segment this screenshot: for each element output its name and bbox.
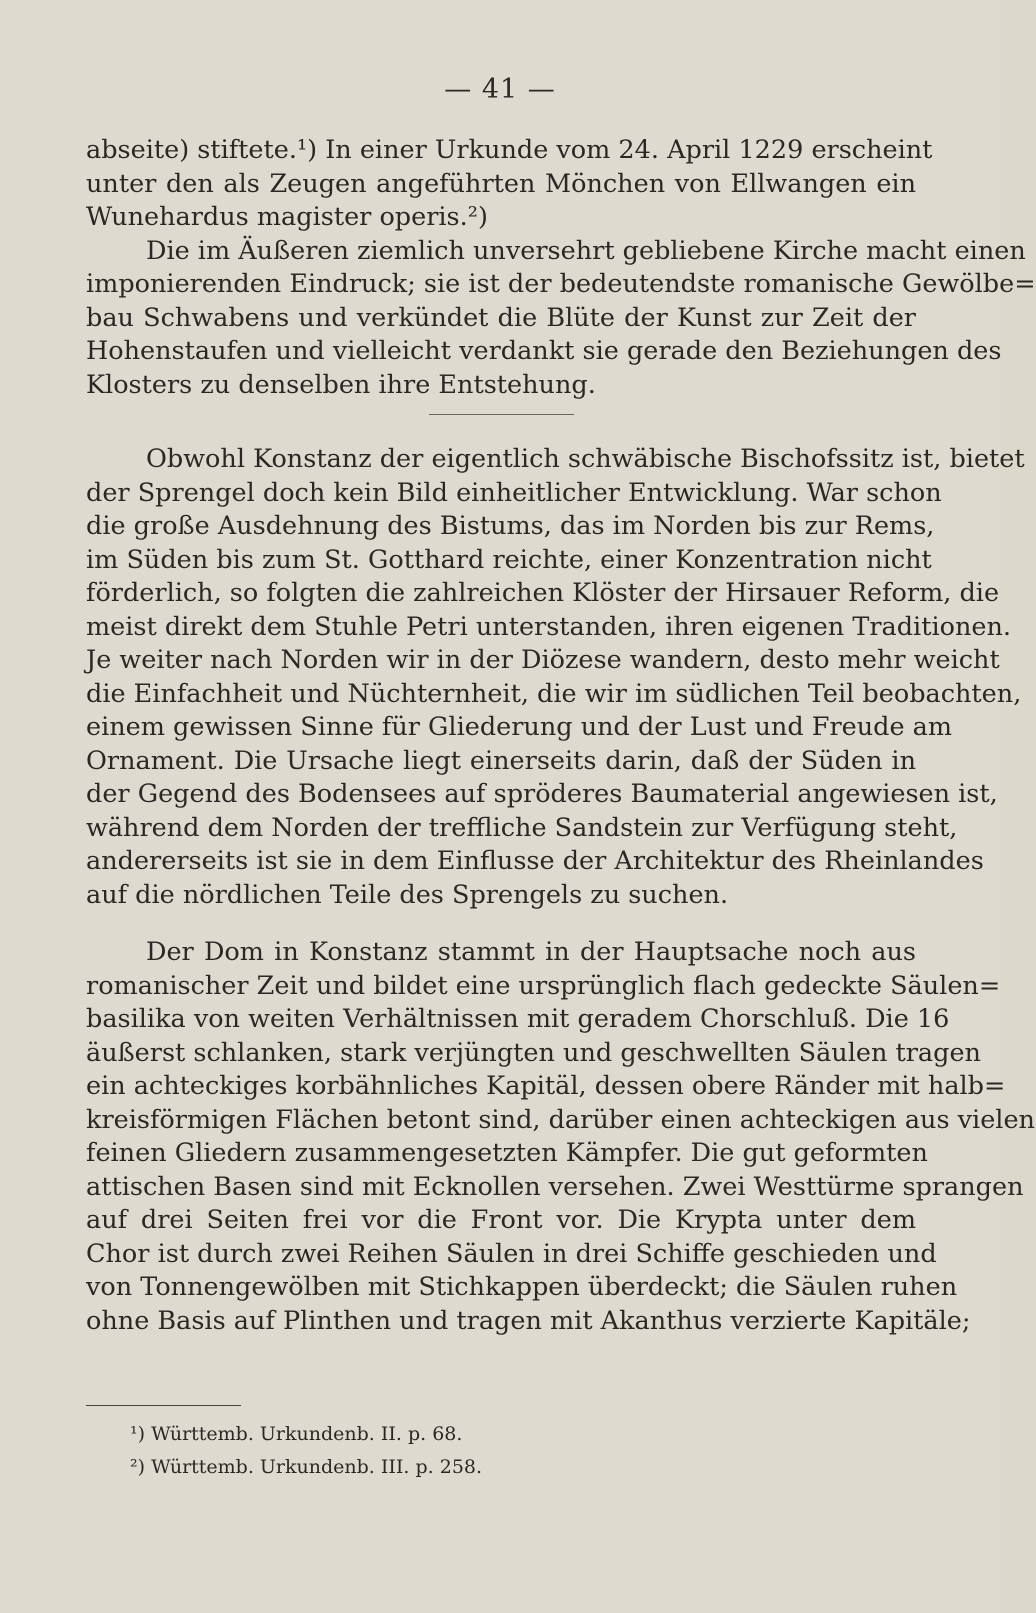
footnote-divider bbox=[86, 1405, 241, 1406]
text-line: der Sprengel doch kein Bild einheitlicher Entwicklung. War schon bbox=[86, 477, 942, 508]
text-line: Je weiter nach Norden wir in der Diözese wandern, desto mehr weicht bbox=[86, 645, 1000, 675]
text-line: einem gewissen Sinne für Gliederung und der Lust und Freude am bbox=[86, 712, 953, 742]
paragraph-gap bbox=[86, 912, 916, 936]
text-line: ein achteckiges korbähnliches Kapitäl, dessen obere Ränder mit halb= bbox=[86, 1071, 1006, 1101]
text-line: Der Dom in Konstanz stammt in der Hauptsache noch aus bbox=[146, 937, 916, 967]
text-line: äußerst schlanken, stark verjüngten und geschwellten Säulen tragen bbox=[86, 1037, 981, 1068]
text-line: Wunehardus magister operis.²) bbox=[86, 202, 488, 232]
text-line: Ornament. Die Ursache liegt einerseits darin, daß der Süden in bbox=[86, 745, 916, 776]
page-number: — 41 — bbox=[444, 74, 556, 105]
text-line: auf drei Seiten frei vor die Front vor. Die Krypta unter dem bbox=[86, 1205, 916, 1235]
footnotes bbox=[130, 1418, 830, 1484]
text-line: Hohenstaufen und vielleicht verdankt sie gerade den Beziehungen des bbox=[86, 336, 1002, 366]
paragraph bbox=[86, 235, 1036, 403]
text-line: kreisförmigen Flächen betont sind, darüber einen achteckigen aus vielen bbox=[86, 1104, 1035, 1135]
text-line: imponierenden Eindruck; sie ist der bedeutendste romanische Gewölbe= bbox=[86, 269, 1036, 299]
text-line: unter den als Zeugen angeführten Mönchen von Ellwangen ein bbox=[86, 168, 916, 199]
text-line: der Gegend des Bodensees auf spröderes Baumaterial angewiesen ist, bbox=[86, 779, 998, 809]
text-line: attischen Basen sind mit Ecknollen versehen. Zwei Westtürme sprangen bbox=[86, 1171, 1024, 1202]
text-line: von Tonnengewölben mit Stichkappen überdeckt; die Säulen ruhen bbox=[86, 1272, 958, 1302]
text-line: ohne Basis auf Plinthen und tragen mit Akanthus verzierte Kapitäle; bbox=[86, 1305, 971, 1336]
text-line: romanischer Zeit und bildet eine ursprünglich flach gedeckte Säulen= bbox=[86, 970, 1001, 1001]
text-line: Klosters zu denselben ihre Entstehung. bbox=[86, 369, 596, 400]
text-line: während dem Norden der treffliche Sandstein zur Verfügung steht, bbox=[86, 812, 958, 843]
text-line: Obwohl Konstanz der eigentlich schwäbische Bischofssitz ist, bietet bbox=[146, 444, 1025, 474]
text-line: andererseits ist sie in dem Einflusse der Architektur des Rheinlandes bbox=[86, 846, 984, 876]
text-line: die große Ausdehnung des Bistums, das im Norden bis zur Rems, bbox=[86, 511, 935, 541]
text-line: bau Schwabens und verkündet die Blüte der Kunst zur Zeit der bbox=[86, 302, 916, 333]
text-line: auf die nördlichen Teile des Sprengels zu suchen. bbox=[86, 879, 729, 910]
text-line: basilika von weiten Verhältnissen mit geradem Chorschluß. Die 16 bbox=[86, 1004, 950, 1034]
footnote: ²) Württemb. Urkundenb. III. p. 258. bbox=[130, 1456, 483, 1478]
text-line: meist direkt dem Stuhle Petri unterstanden, ihren eigenen Traditionen. bbox=[86, 611, 1011, 642]
paragraph bbox=[86, 936, 1035, 1338]
text-line: abseite) stiftete.¹) In einer Urkunde vom 24. April 1229 erscheint bbox=[86, 135, 933, 165]
footnote: ¹) Württemb. Urkundenb. II. p. 68. bbox=[130, 1423, 463, 1445]
paragraph bbox=[86, 134, 933, 235]
text-line: Die im Äußeren ziemlich unversehrt gebliebene Kirche macht einen bbox=[146, 235, 1026, 266]
section-divider bbox=[429, 414, 574, 415]
text-line: förderlich, so folgten die zahlreichen Klöster der Hirsauer Reform, die bbox=[86, 578, 1000, 608]
text-line: feinen Gliedern zusammengesetzten Kämpfer. Die gut geformten bbox=[86, 1138, 928, 1168]
text-line: Chor ist durch zwei Reihen Säulen in drei Schiffe geschieden und bbox=[86, 1238, 937, 1269]
paragraph bbox=[86, 443, 1025, 912]
main-text bbox=[86, 134, 1036, 1338]
text-line: im Süden bis zum St. Gotthard reichte, einer Konzentration nicht bbox=[86, 544, 932, 575]
text-line: die Einfachheit und Nüchternheit, die wir im südlichen Teil beobachten, bbox=[86, 678, 1022, 709]
